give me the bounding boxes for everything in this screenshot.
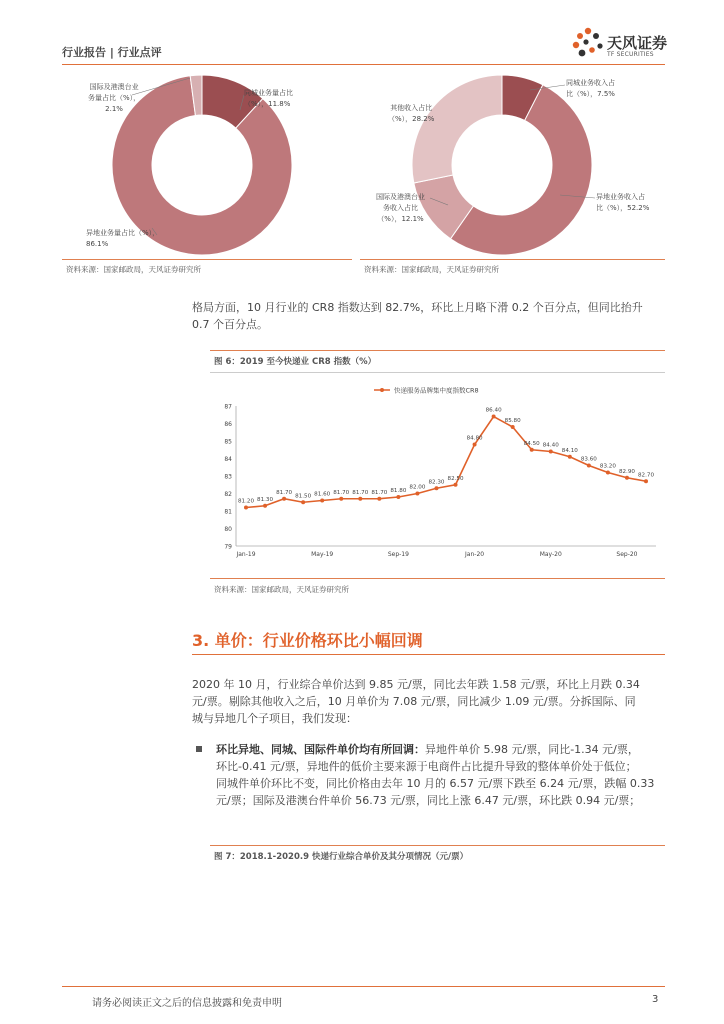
pie-right-label-intl: 国际及港澳台业 务收入占比 （%），12.1% xyxy=(376,193,425,223)
data-label: 81.70 xyxy=(276,489,293,496)
data-label: 81.60 xyxy=(314,491,331,498)
data-point xyxy=(473,443,477,447)
pie-left-source: 资料来源：国家邮政局，天风证券研究所 xyxy=(66,265,201,274)
y-tick-label: 80 xyxy=(224,526,232,533)
data-label: 82.30 xyxy=(428,479,445,486)
data-label: 85.80 xyxy=(504,418,521,424)
data-point xyxy=(263,504,267,508)
section-title: 3. 单价：行业价格环比小幅回调 xyxy=(192,631,423,650)
data-label: 81.70 xyxy=(333,489,350,496)
bullet-first-line: 异地件单价 5.98 元/票，同比-1.34 元/票， xyxy=(425,743,639,756)
x-tick-label: Jan-19 xyxy=(236,551,256,558)
data-point xyxy=(511,425,515,429)
footer-disclaimer: 请务必阅读正文之后的信息披露和免责申明 xyxy=(92,998,282,1009)
data-point xyxy=(530,448,534,452)
data-label: 82.70 xyxy=(637,472,655,479)
paragraph-unit-price: 2020 年 10 月，行业综合单价达到 9.85 元/票，同比去年跌 1.58 元/票，环比上月跌 0.34 元/票。剔除其他收入之后，10 月单价为 7.08 元/票，同比减少 1.09 元/票。分拆国际、同 城与异地几个子项目，我们发现： xyxy=(192,678,640,725)
legend-label: 快递服务品牌集中度指数CR8 xyxy=(394,386,479,395)
data-label: 81.70 xyxy=(352,489,369,496)
pie-chart-business-revenue xyxy=(360,70,665,260)
data-label: 81.20 xyxy=(237,498,255,505)
x-tick-label: Sep-19 xyxy=(387,551,409,558)
pie-left-source-rule xyxy=(62,259,352,260)
legend-marker xyxy=(380,388,384,392)
figure6-title: 图 6：2019 至今快递业 CR8 指数（%） xyxy=(214,357,377,367)
data-point xyxy=(587,464,591,468)
data-point xyxy=(358,497,362,501)
x-tick-label: May-20 xyxy=(539,551,562,558)
data-point xyxy=(415,492,419,496)
y-tick-label: 82 xyxy=(224,491,232,498)
data-point xyxy=(244,506,248,510)
figure7-top-rule xyxy=(210,845,665,846)
page-number: 3 xyxy=(652,994,659,1005)
data-label: 81.50 xyxy=(295,493,312,500)
data-label: 82.00 xyxy=(409,484,426,491)
x-tick-label: Jan-20 xyxy=(465,551,485,558)
pie-right-slice-3 xyxy=(412,75,502,183)
cr8-line-chart xyxy=(210,376,665,576)
y-tick-label: 79 xyxy=(224,543,232,551)
y-tick-label: 83 xyxy=(224,473,232,481)
data-point xyxy=(434,486,438,490)
paragraph-cr8: 格局方面，10 月行业的 CR8 指数达到 82.7%，环比上月略下滑 0.2 个百分点，但同比抬升 0.7 个百分点。 xyxy=(192,301,643,331)
y-tick-label: 81 xyxy=(224,508,232,516)
y-tick-label: 85 xyxy=(224,438,232,446)
pie-left-label-intl: 国际及港澳台业 务量占比（%）， 2.1% xyxy=(88,83,141,113)
data-point xyxy=(320,499,324,503)
data-point xyxy=(644,479,648,483)
data-label: 81.80 xyxy=(390,488,407,494)
x-tick-label: May-19 xyxy=(311,551,334,558)
data-label: 83.60 xyxy=(580,456,597,463)
pie-right-source-rule xyxy=(360,259,665,260)
data-point xyxy=(454,483,458,487)
logo-mark-icon xyxy=(568,26,608,62)
data-label: 86.40 xyxy=(485,407,502,414)
x-tick-label: Sep-20 xyxy=(616,551,638,558)
bullet-marker xyxy=(196,746,202,752)
logo-subtitle: TF SECURITIES xyxy=(607,51,654,58)
pie-left-label-remote: 异地业务量占比（%）， 86.1% xyxy=(86,229,160,248)
data-point xyxy=(339,497,343,501)
figure6-top-rule xyxy=(210,350,665,351)
data-label: 83.20 xyxy=(599,463,616,470)
data-point xyxy=(568,455,572,459)
data-label: 82.90 xyxy=(618,468,635,475)
figure6-title-rule xyxy=(210,372,665,373)
y-tick-label: 86 xyxy=(224,421,232,428)
data-point xyxy=(606,471,610,475)
y-tick-label: 84 xyxy=(224,456,232,463)
pie-right-label-local: 同城业务收入占 比（%），7.5% xyxy=(566,79,615,98)
y-tick-label: 87 xyxy=(224,403,232,411)
header-rule xyxy=(62,64,665,65)
bullet-lead: 环比异地、同城、国际件单价均有所回调： xyxy=(216,743,425,756)
data-label: 81.70 xyxy=(371,489,388,496)
data-label: 84.80 xyxy=(466,435,483,442)
data-label: 81.30 xyxy=(257,496,274,503)
pie-left-label-local: 同城业务量占比 （%），11.8% xyxy=(244,89,293,108)
data-label: 82.50 xyxy=(447,475,464,482)
data-point xyxy=(492,415,496,419)
data-point xyxy=(396,495,400,499)
data-point xyxy=(282,497,286,501)
data-label: 84.50 xyxy=(523,440,540,447)
pie-right-label-other: 其他收入占比 （%），28.2% xyxy=(388,104,435,123)
figure6-source: 资料来源：国家邮政局，天风证券研究所 xyxy=(214,585,349,594)
data-point xyxy=(377,497,381,501)
data-point xyxy=(625,476,629,480)
data-point xyxy=(301,500,305,504)
section-rule xyxy=(192,654,665,655)
figure6-source-rule xyxy=(210,578,665,579)
report-category: 行业报告 | 行业点评 xyxy=(62,46,162,59)
logo xyxy=(568,26,608,62)
data-label: 84.10 xyxy=(561,447,578,454)
data-label: 84.40 xyxy=(542,442,559,449)
data-point xyxy=(549,450,553,454)
figure7-title: 图 7：2018.1-2020.9 快递行业综合单价及其分项情况（元/票） xyxy=(214,852,469,862)
pie-right-label-remote: 异地业务收入占 比（%），52.2% xyxy=(596,193,650,212)
logo-name: 天风证券 xyxy=(607,34,668,52)
footer-rule xyxy=(62,986,665,987)
pie-right-source: 资料来源：国家邮政局，天风证券研究所 xyxy=(364,265,499,274)
bullet-paragraph: 环比异地、同城、国际件单价均有所回调：异地件单价 5.98 元/票，同比-1.34 元/票， 环比-0.41 元/票，异地件的低价主要来源于电商件占比提升导致的整体单价处于低位； 同城件单价环比不变，同比价格由去年 10 月的 6.57 元/票下跌至 6.24 元/票，跌幅 0.33 元/票；国际及港澳台件单价 56.73 元/票，同比上涨 6.47 元/票，环比跌 0.94 元/票； xyxy=(216,743,655,807)
